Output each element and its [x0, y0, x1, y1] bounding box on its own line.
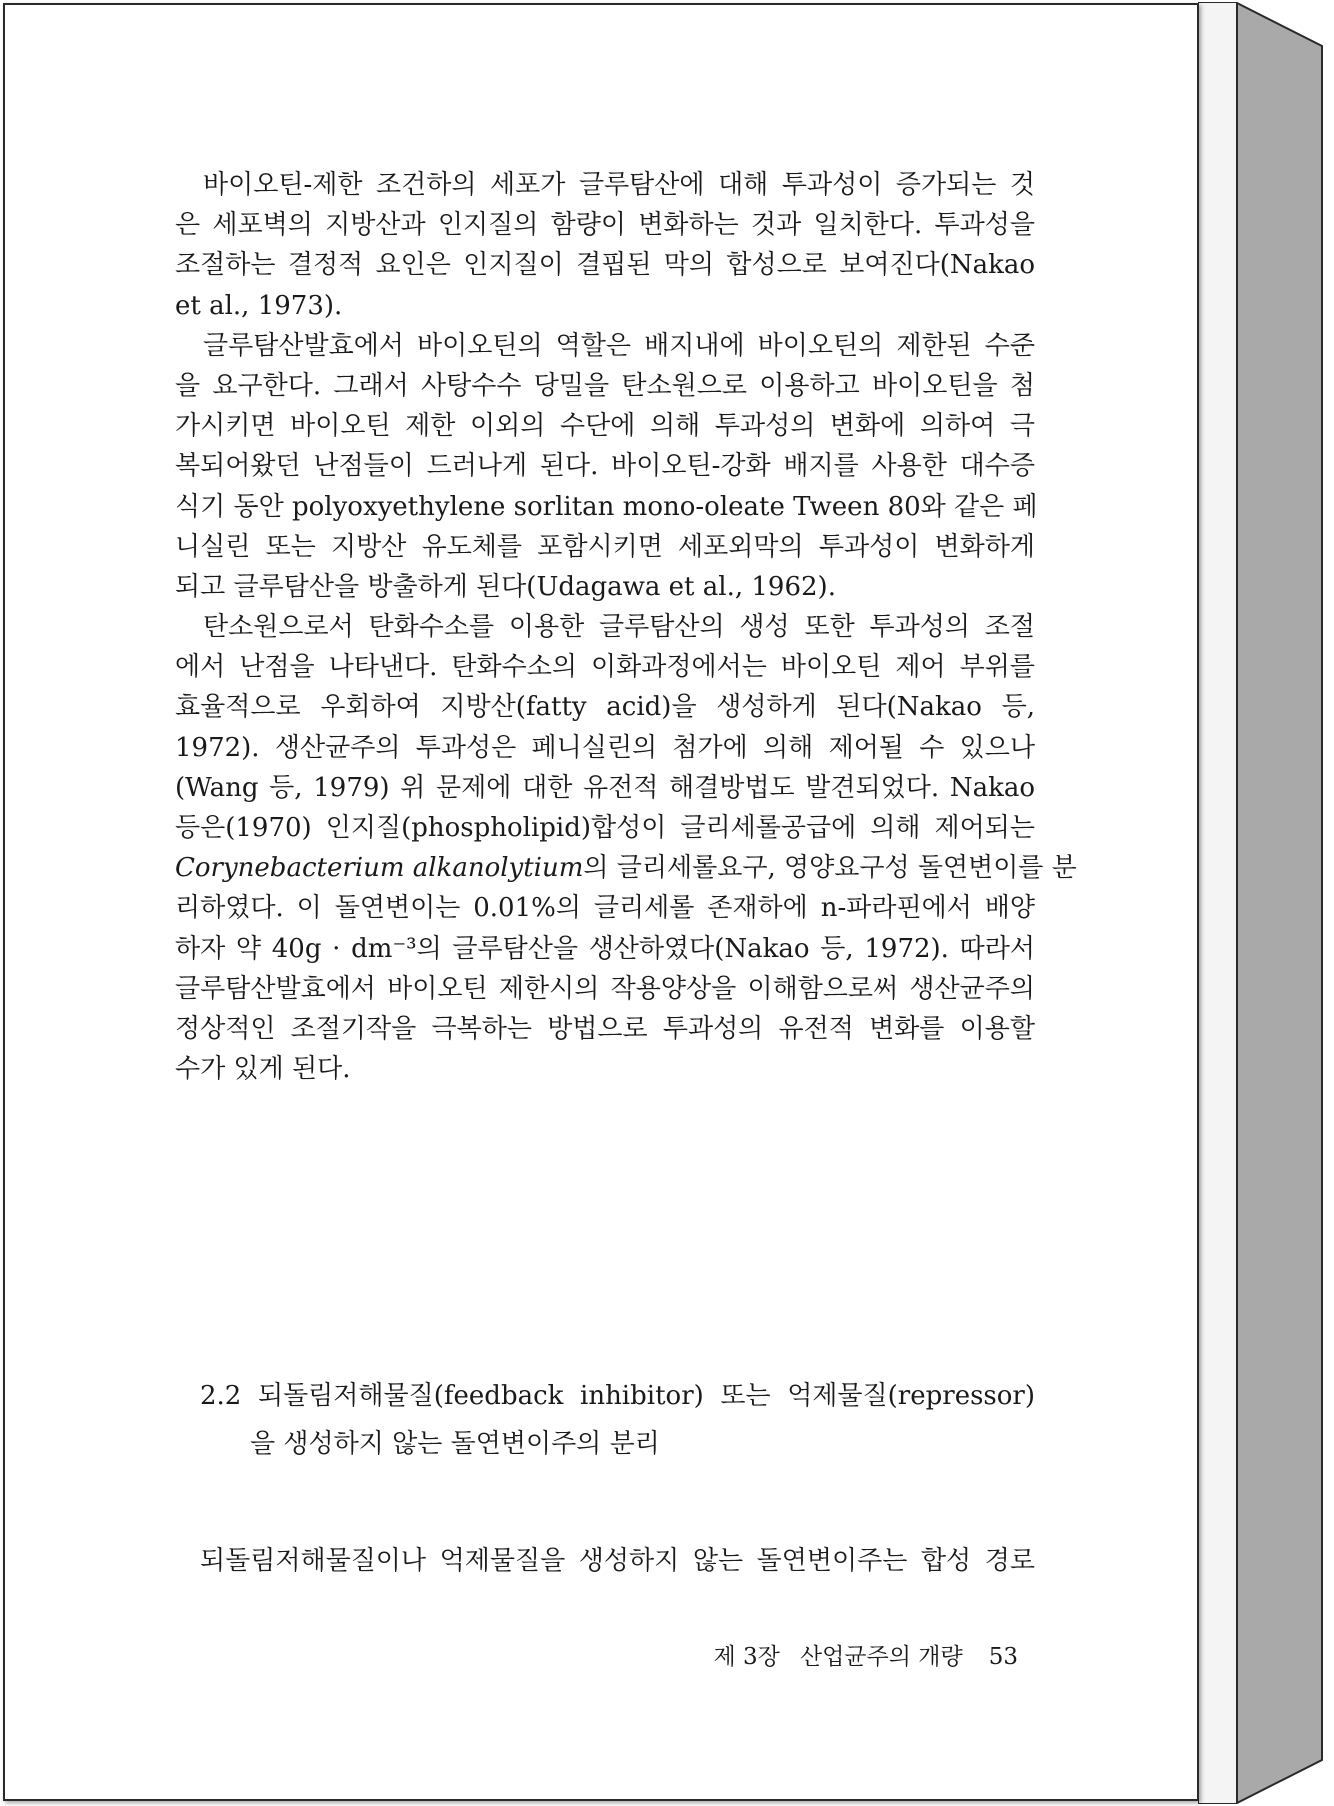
section-heading-line-1: 2.2 되돌림저해물질(feedback inhibitor) 또는 억제물질(repressor) — [200, 1381, 1035, 1411]
paragraph-1 — [175, 165, 1035, 326]
section-heading — [200, 1372, 1035, 1468]
text-line: 가시키면 바이오틴 제한 이외의 수단에 의해 투과성의 변화에 의하여 극 — [175, 411, 1035, 442]
text-line: 1972). 생산균주의 투과성은 페니실린의 첨가에 의해 제어될 수 있으나 — [175, 732, 1035, 763]
text-line: 에서 난점을 나타낸다. 탄화수소의 이화과정에서는 바이오틴 제어 부위를 — [175, 652, 1035, 683]
body-text — [175, 165, 1077, 1089]
text-line: 글루탐산발효에서 바이오틴 제한시의 작용양상을 이해함으로써 생산균주의 — [175, 973, 1035, 1004]
text-line: 탄소원으로서 탄화수소를 이용한 글루탐산의 생성 또한 투과성의 조절 — [203, 612, 1035, 643]
text-line: 정상적인 조절기작을 극복하는 방법으로 투과성의 유전적 변화를 이용할 — [175, 1013, 1035, 1044]
text-line: 리하였다. 이 돌연변이는 0.01%의 글리세롤 존재하에 n-파라핀에서 배양 — [175, 893, 1035, 924]
text-line: 하자 약 40g · dm⁻³의 글루탐산을 생산하였다(Nakao 등, 1972). 따라서 — [175, 933, 1035, 964]
page-footer — [698, 1642, 1018, 1672]
text-line-italic — [175, 848, 1077, 888]
text-line: 을 요구한다. 그래서 사탕수수 당밀을 탄소원으로 이용하고 바이오틴을 첨 — [175, 370, 1035, 401]
text-line: et al., 1973). — [175, 290, 343, 321]
text-line: (Wang 등, 1979) 위 문제에 대한 유전적 해결방법도 발견되었다. Nakao — [175, 772, 1035, 803]
species-name: Corynebacterium alkanolytium — [175, 853, 584, 884]
paragraph-2 — [175, 326, 1038, 607]
text-line: 조절하는 결정적 요인은 인지질이 결핍된 막의 합성으로 보여진다(Nakao — [175, 250, 1035, 281]
text-line: 니실린 또는 지방산 유도체를 포함시키면 세포외막의 투과성이 변화하게 — [175, 531, 1035, 562]
text-line: 글루탐산발효에서 바이오틴의 역할은 배지내에 바이오틴의 제한된 수준 — [203, 330, 1035, 361]
page-number: 53 — [988, 1644, 1018, 1670]
text-line: 효율적으로 우회하여 지방산(fatty acid)을 생성하게 된다(Nakao 등, — [175, 692, 1035, 723]
text-line: 식기 동안 polyoxyethylene sorlitan mono-oleate Tween 80와 같은 페 — [175, 491, 1038, 522]
text-fragment: 의 글리세롤요구, 영양요구성 돌연변이를 분 — [583, 853, 1077, 884]
section-heading-line-2: 을 생성하지 않는 돌연변이주의 분리 — [250, 1429, 660, 1459]
chapter-title: 산업균주의 개량 — [799, 1644, 963, 1670]
text-line: 은 세포벽의 지방산과 인지질의 함량이 변화하는 것과 일치한다. 투과성을 — [175, 210, 1035, 241]
text-line: 되고 글루탐산을 방출하게 된다(Udagawa et al., 1962). — [175, 571, 836, 602]
text-line: 바이오틴-제한 조건하의 세포가 글루탐산에 대해 투과성이 증가되는 것 — [203, 170, 1035, 200]
paragraph-3 — [175, 607, 1077, 1089]
section-first-line: 되돌림저해물질이나 억제물질을 생성하지 않는 돌연변이주는 합성 경로 — [200, 1546, 1035, 1576]
text-line: 수가 있게 된다. — [175, 1054, 351, 1085]
text-line: 등은(1970) 인지질(phospholipid)합성이 글리세롤공급에 의해 제어되는 — [175, 813, 1035, 843]
text-line: 복되어왔던 난점들이 드러나게 된다. 바이오틴-강화 배지를 사용한 대수증 — [175, 451, 1035, 482]
chapter-label: 제 3장 — [713, 1644, 780, 1670]
